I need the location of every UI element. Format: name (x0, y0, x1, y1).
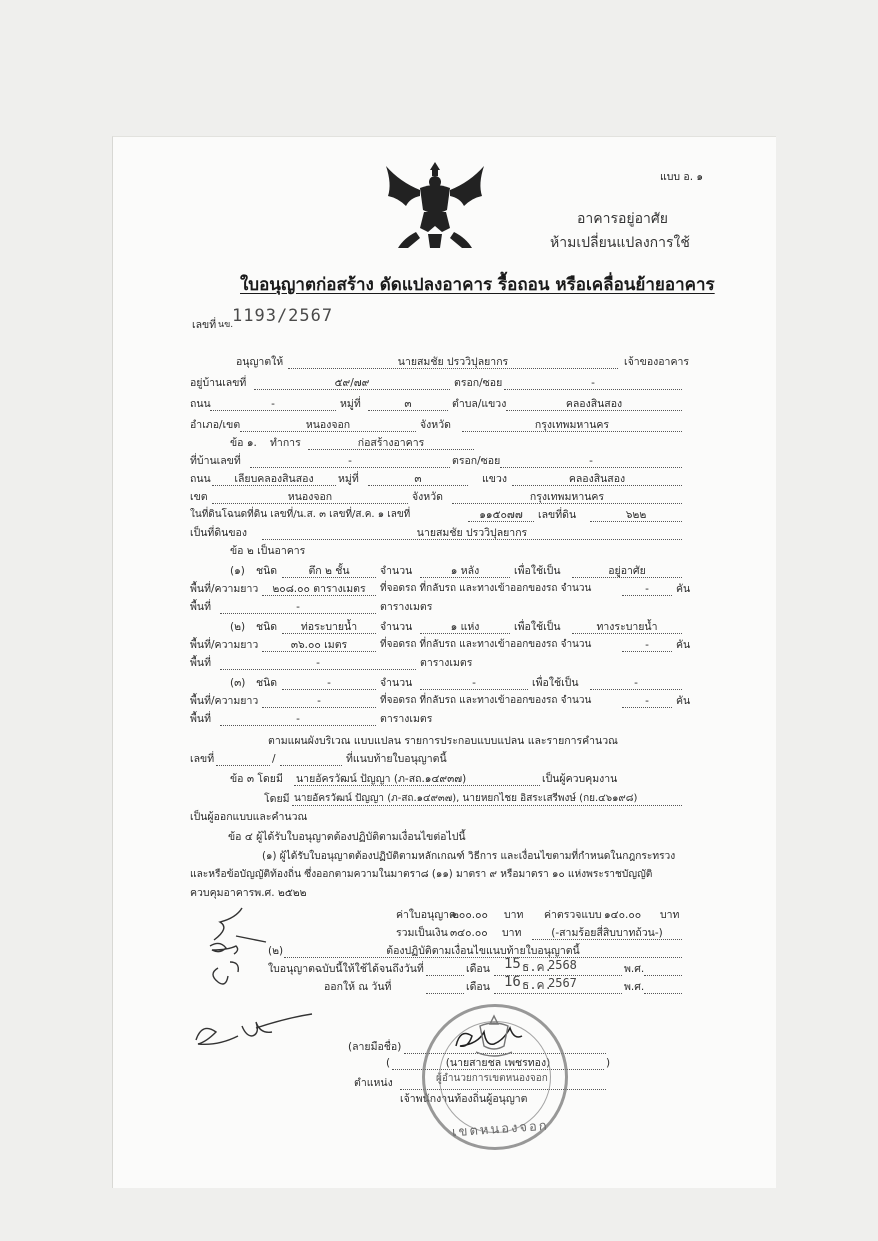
building3-sqm: ตารางเมตร (380, 713, 433, 725)
building2-sqm: ตารางเมตร (420, 657, 473, 669)
building3-use: - (590, 676, 682, 690)
item1-province: กรุงเทพมหานคร (452, 490, 682, 504)
building1-area: ๒๐๘.๐๐ ตารางเมตร (262, 582, 376, 596)
issued-label: ออกให้ ณ วันที่ (324, 981, 392, 993)
permit-fee: ๒๐๐.๐๐ (452, 909, 488, 921)
building3-count-label: จำนวน (380, 677, 413, 689)
building1-parking: - (622, 582, 672, 596)
plans-suffix: ที่แนบท้ายใบอนุญาตนี้ (346, 753, 447, 765)
validity-month-label: เดือน (466, 963, 490, 975)
owner-subdistrict: คลองสินสอง (506, 397, 682, 411)
plans-no-1 (216, 752, 270, 766)
authority: เจ้าพนักงานท้องถิ่นผู้อนุญาต (400, 1093, 528, 1105)
building3-type-label: ชนิด (256, 677, 278, 689)
item1-house-no: - (250, 454, 450, 468)
building2-area2-label: พื้นที่ (190, 657, 212, 669)
item1-house-no-label: ที่บ้านเลขที่ (190, 455, 241, 467)
permit-no-prefix: นข. (218, 320, 234, 330)
total-amount: ๓๔๐.๐๐ (450, 927, 488, 939)
item1-action: ก่อสร้างอาคาร (308, 436, 474, 450)
issued-day: 16 (504, 974, 521, 990)
building2-type: ท่อระบายน้ำ (282, 620, 376, 634)
item1-road-label: ถนน (190, 473, 211, 485)
building2-use-label: เพื่อใช้เป็น (514, 621, 561, 633)
cond1-line1: (๑) ผู้ได้รับใบอนุญาตต้องปฏิบัติตามหลักเกณฑ์ วิธีการ และเงื่อนไขตามที่กำหนดในกฎกระทรวง (262, 851, 676, 862)
owner-moo: ๓ (368, 397, 448, 411)
inspection-fee-baht: บาท (660, 909, 680, 921)
building2-car-unit: คัน (676, 639, 691, 651)
road-label: ถนน (190, 398, 211, 410)
item1-subdistrict-label: แขวง (482, 473, 507, 485)
issued-year-end (644, 980, 682, 994)
alley-label: ตรอก/ซอย (454, 377, 503, 389)
building3-type: - (282, 676, 376, 690)
building2-area: ๓๖.๐๐ เมตร (262, 638, 376, 652)
building2-parking: - (622, 638, 672, 652)
house-no-label: อยู่บ้านเลขที่ (190, 377, 247, 389)
plans-line: ตามแผนผังบริเวณ แบบแปลน รายการประกอบแบบแปลน และรายการคำนวณ (268, 735, 618, 747)
province-label: จังหวัด (420, 419, 451, 431)
item1-district-label: เขต (190, 491, 208, 503)
building1-no: (๑) (230, 565, 245, 577)
moo-label: หมู่ที่ (340, 398, 361, 410)
plans-slash: / (272, 753, 276, 765)
building1-sqm: ตารางเมตร (380, 601, 433, 613)
building3-no: (๓) (230, 677, 246, 689)
item3-label: ข้อ ๓ โดยมี (230, 773, 283, 785)
item1-province-label: จังหวัด (412, 491, 443, 503)
validity-day-field (426, 962, 464, 976)
plans-no-2 (280, 752, 342, 766)
item1-district: หนองจอก (212, 490, 408, 504)
item1-moo: ๓ (368, 472, 468, 486)
building1-type-label: ชนิด (256, 565, 278, 577)
permit-no-label: เลขที่ (192, 319, 217, 331)
seal-text: เขตหนองจอก (451, 1118, 550, 1141)
building1-car-unit: คัน (676, 583, 691, 595)
building2-area-label: พื้นที่/ความยาว (190, 639, 259, 651)
owner-district: หนองจอก (240, 418, 416, 432)
item1-alley-label: ตรอก/ซอย (452, 455, 501, 467)
land-no-label: เลขที่ดิน (538, 509, 577, 521)
cond2-text: ต้องปฏิบัติตามเงื่อนไขแนบท้ายใบอนุญาตนี้ (284, 944, 682, 958)
total-words: (-สามร้อยสี่สิบบาทถ้วน-) (532, 926, 682, 940)
owner-province: กรุงเทพมหานคร (462, 418, 682, 432)
validity-label: ใบอนุญาตฉบับนี้ให้ใช้ได้จนถึงวันที่ (268, 963, 424, 975)
building3-area2-label: พื้นที่ (190, 713, 212, 725)
lower-margin-signature (186, 1010, 316, 1056)
building3-area-label: พื้นที่/ความยาว (190, 695, 259, 707)
owner-road: - (210, 397, 336, 411)
owner-house-no: ๕๙/๗๙ (254, 376, 450, 390)
building1-count-label: จำนวน (380, 565, 413, 577)
signer-title: ผู้อำนวยการเขตหนองจอก (436, 1073, 548, 1084)
building2-no: (๒) (230, 621, 246, 633)
validity-month: ธ.ค. (522, 960, 552, 974)
permit-fee-label: ค่าใบอนุญาต (396, 909, 456, 921)
item1-moo-label: หมู่ที่ (338, 473, 359, 485)
issued-month: ธ.ค. (522, 978, 552, 992)
item3-designers: นายอัครวัฒน์ ปัญญา (ภ-สถ.๑๔๙๓๗), นายหยกไชย อิสระเสรีพงษ์ (กย.๔๖๑๙๘) (292, 792, 682, 806)
validity-year-label: พ.ศ. (624, 963, 645, 975)
inspection-fee: ๑๔๐.๐๐ (604, 909, 642, 921)
position-label: ตำแหน่ง (354, 1077, 393, 1089)
building3-count: - (420, 676, 528, 690)
owner-alley: - (504, 376, 682, 390)
validity-year: 2568 (548, 958, 577, 972)
grant-label: อนุญาตให้ (236, 356, 284, 368)
item3-controller: นายอัครวัฒน์ ปัญญา (ภ-สถ.๑๔๙๓๗) (294, 772, 540, 786)
building3-area: - (262, 694, 376, 708)
total-baht: บาท (502, 927, 522, 939)
item1-subdistrict: คลองสินสอง (512, 472, 682, 486)
building2-count: ๑ แห่ง (420, 620, 510, 634)
cond1-line2: และหรือข้อบัญญัติท้องถิ่น ซึ่งออกตามความในมาตรา๘ (๑๑) มาตรา ๙ หรือมาตรา ๑๐ แห่งพระราชบัญญัติ (190, 869, 653, 880)
land-owner-label: เป็นที่ดินของ (190, 527, 247, 539)
building2-parking-label: ที่จอดรถ ที่กลับรถ และทางเข้าออกของรถ จำนวน (380, 639, 592, 650)
owner-name: นายสมชัย ปรววิปุลยากร (288, 355, 618, 369)
inspection-fee-label: ค่าตรวจแบบ (544, 909, 602, 921)
issued-year: 2567 (548, 976, 577, 990)
issued-month-label: เดือน (466, 981, 490, 993)
building1-use: อยู่อาศัย (572, 564, 682, 578)
subdistrict-label: ตำบล/แขวง (452, 398, 507, 410)
item3-designer-role: เป็นผู้ออกแบบและคำนวณ (190, 811, 308, 823)
deed-no: ๑๑๕๐๗๗ (468, 508, 534, 522)
plans-no-label: เลขที่ (190, 753, 215, 765)
issued-day-field (426, 980, 464, 994)
permit-fee-baht: บาท (504, 909, 524, 921)
validity-year-end (644, 962, 682, 976)
building-category: อาคารอยู่อาศัย (577, 211, 668, 227)
building3-parking: - (622, 694, 672, 708)
issued-year-label: พ.ศ. (624, 981, 645, 993)
form-code: แบบ อ. ๑ (660, 171, 704, 183)
cond2-no: (๒) (268, 945, 284, 957)
sign-label: (ลายมือชื่อ) (348, 1041, 402, 1053)
building1-area2: - (220, 600, 376, 614)
building3-use-label: เพื่อใช้เป็น (532, 677, 579, 689)
seal-emblem-icon (466, 1012, 522, 1062)
building2-type-label: ชนิด (256, 621, 278, 633)
district-label: อำเภอ/เขต (190, 419, 241, 431)
sign-name-close: ) (606, 1057, 611, 1069)
item1-action-label: ทำการ (270, 437, 301, 449)
margin-initials-signature (196, 902, 286, 1012)
building2-area2: - (220, 656, 416, 670)
usage-restriction: ห้ามเปลี่ยนแปลงการใช้ (550, 235, 690, 251)
building1-count: ๑ หลัง (420, 564, 510, 578)
building1-parking-label: ที่จอดรถ ที่กลับรถ และทางเข้าออกของรถ จำนวน (380, 583, 592, 594)
item3-designer-prefix: โดยมี (264, 793, 290, 805)
land-owner: นายสมชัย ปรววิปุลยากร (262, 526, 682, 540)
permit-number: 1193/2567 (232, 306, 334, 326)
building2-use: ทางระบายน้ำ (572, 620, 682, 634)
item4-label: ข้อ ๔ ผู้ได้รับใบอนุญาตต้องปฏิบัติตามเงื่อนไขต่อไปนี้ (228, 831, 466, 843)
item3-controller-role: เป็นผู้ควบคุมงาน (542, 773, 618, 785)
building3-area2: - (220, 712, 376, 726)
building2-count-label: จำนวน (380, 621, 413, 633)
building1-area-label: พื้นที่/ความยาว (190, 583, 259, 595)
garuda-emblem-icon (380, 158, 490, 258)
owner-role: เจ้าของอาคาร (624, 356, 690, 368)
validity-day: 15 (504, 956, 521, 972)
building1-use-label: เพื่อใช้เป็น (514, 565, 561, 577)
item1-alley: - (500, 454, 682, 468)
cond1-line3: ควบคุมอาคารพ.ศ. ๒๕๒๒ (190, 887, 307, 899)
land-no: ๖๒๒ (590, 508, 682, 522)
page-title: ใบอนุญาตก่อสร้าง ดัดแปลงอาคาร รื้อถอน หรือเคลื่อนย้ายอาคาร (240, 275, 715, 295)
item1-road: เลียบคลองสินสอง (212, 472, 336, 486)
signer-name: (นายสายชล เพชรทอง) (392, 1056, 604, 1070)
building3-car-unit: คัน (676, 695, 691, 707)
item1-label: ข้อ ๑. (230, 437, 257, 449)
building3-parking-label: ที่จอดรถ ที่กลับรถ และทางเข้าออกของรถ จำนวน (380, 695, 592, 706)
building1-type: ตึก ๒ ชั้น (282, 564, 376, 578)
item2-label: ข้อ ๒ เป็นอาคาร (230, 545, 306, 557)
sign-name-open: ( (386, 1057, 391, 1069)
total-label: รวมเป็นเงิน (396, 927, 448, 939)
deed-label: ในที่ดินโฉนดที่ดิน เลขที่/น.ส. ๓ เลขที่/ส.ค. ๑ เลขที่ (190, 509, 411, 520)
building1-area2-label: พื้นที่ (190, 601, 212, 613)
